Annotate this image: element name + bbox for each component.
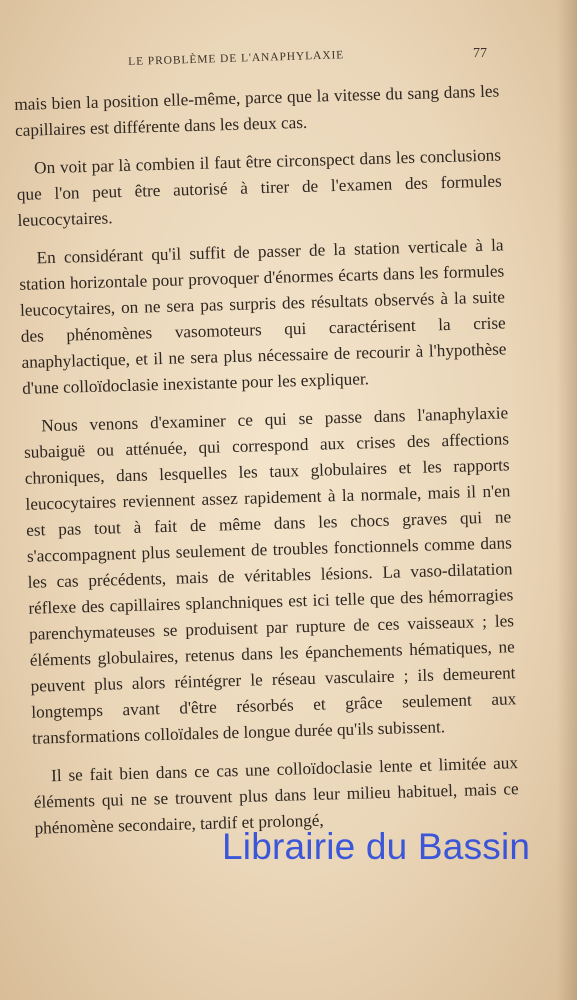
page-number: 77 — [473, 46, 487, 61]
paragraph-4: Nous venons d'examiner ce qui se passe dans l'anaphylaxie subaiguë ou atténuée, qui correspond aux crises des affections chroniques, dans lesquelles les taux globulaires et les rapports leucocytaires reviennent assez rapidement à la normale, mais il n'en est pas tout à fait de même dans les chocs graves qui ne s'accompagnent plus seulement de troubles fonctionnels comme dans les cas précédents, mais de véritables lésions. La vaso-dilatation réflexe des capillaires splanchniques est ici telle que des hémorragies parenchymateuses se produisent par rupture de ces vaisseaux ; les éléments globulaires, retenus dans les épanchements hématiques, ne peuvent plus alors réintégrer le réseau vasculaire ; ils demeurent longtemps avant d'être résorbés et grâce seulement aux transformations colloïdales de longue durée qu'ils subissent. — [23, 403, 517, 748]
paragraph-5: Il se fait bien dans ce cas une colloïdoclasie lente et limitée aux éléments qui ne se trouvent plus dans leur milieu habituel, mais ce phénomène secondaire, tardif et prolongé, — [33, 753, 519, 838]
body-text — [14, 78, 520, 853]
paragraph-2: On voit par là combien il faut être circonspect dans les conclusions que l'on peut être autorisé à tirer de l'examen des formules leucocytaires. — [16, 145, 502, 230]
watermark-logo: Librairie du Bassin — [222, 826, 531, 867]
running-head: LE PROBLÈME DE L'ANAPHYLAXIE — [128, 49, 345, 68]
paragraph-3: En considérant qu'il suffit de passer de la station verticale à la station horizontale pour provoquer d'énormes écarts dans les formules leucocytaires, on ne sera pas surpris des résultats observés à la suite des phénomènes vasomoteurs qui caractérisent la crise anaphylactique, et il ne sera plus nécessaire de recourir à l'hypothèse d'une colloïdoclasie inexistante pour les expliquer. — [19, 235, 507, 398]
paragraph-1: mais bien la position elle-même, parce que la vitesse du sang dans les capillaires est différente dans les deux cas. — [14, 81, 500, 140]
page-edge-shadow — [557, 0, 577, 1000]
